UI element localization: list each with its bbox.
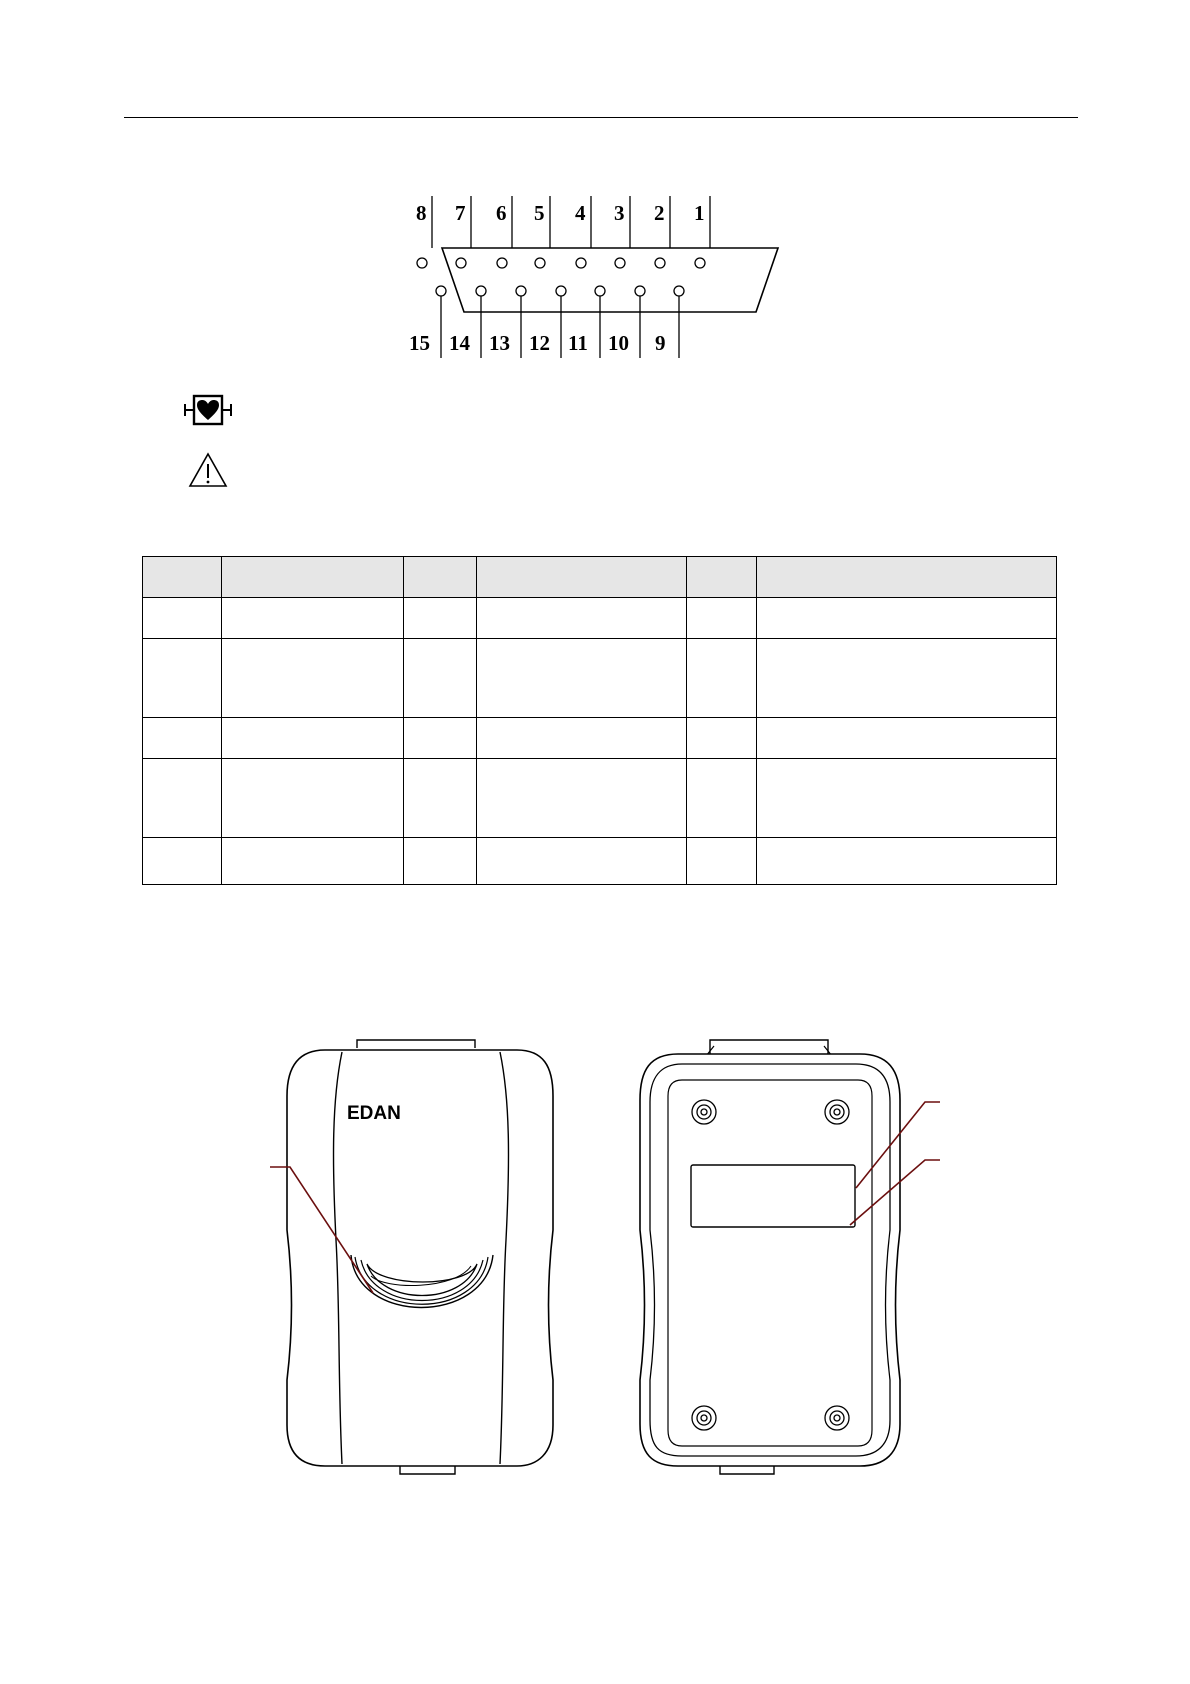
pin-hole: [535, 258, 545, 268]
table-row: [143, 598, 1057, 639]
pin-hole: [674, 286, 684, 296]
table-header-cell: [404, 557, 477, 598]
pin-number-label: 1: [694, 201, 705, 225]
table-cell: [687, 639, 757, 718]
table-header-cell: [143, 557, 222, 598]
table-cell: [404, 639, 477, 718]
table-cell: [222, 759, 404, 838]
table-cell: [477, 598, 687, 639]
table-cell: [477, 718, 687, 759]
table-cell: [757, 838, 1057, 885]
table-cell: [143, 639, 222, 718]
pin-hole: [615, 258, 625, 268]
table-cell: [757, 718, 1057, 759]
table-cell: [404, 838, 477, 885]
table-cell: [757, 759, 1057, 838]
table-cell: [222, 838, 404, 885]
table-header-cell: [687, 557, 757, 598]
front-view-callout-line: [270, 1165, 380, 1305]
pin-hole: [695, 258, 705, 268]
table-row: [143, 759, 1057, 838]
pin-number-label: 11: [568, 331, 588, 355]
pin-hole: [635, 286, 645, 296]
pin-number-label: 3: [614, 201, 625, 225]
table-cell: [143, 759, 222, 838]
pin-number-label: 13: [489, 331, 510, 355]
device-brand-logo: EDAN: [347, 1103, 401, 1124]
pin-number-label: 6: [496, 201, 507, 225]
table-cell: [757, 598, 1057, 639]
table-cell: [222, 598, 404, 639]
table-row: [143, 639, 1057, 718]
table-header-cell: [477, 557, 687, 598]
table-cell: [404, 718, 477, 759]
pin-hole: [595, 286, 605, 296]
table-cell: [143, 838, 222, 885]
table-cell: [143, 718, 222, 759]
pin-hole: [576, 258, 586, 268]
table-row: [143, 718, 1057, 759]
table-cell: [222, 639, 404, 718]
table-cell: [687, 718, 757, 759]
pin-hole: [417, 258, 427, 268]
back-view-callout-lines: [850, 1100, 945, 1230]
pin-hole: [456, 258, 466, 268]
header-rule: [124, 117, 1078, 118]
pin-number-label: 4: [575, 201, 586, 225]
table-header-cell: [222, 557, 404, 598]
pin-definition-table: [142, 556, 1057, 885]
defibrillation-proof-cf-applied-part-icon: [183, 393, 239, 427]
pin-hole: [497, 258, 507, 268]
connector-shell: [442, 248, 778, 312]
table-cell: [477, 759, 687, 838]
pin-number-label: 15: [409, 331, 430, 355]
table-cell: [404, 759, 477, 838]
table-cell: [222, 718, 404, 759]
table-cell: [687, 759, 757, 838]
pin-hole: [655, 258, 665, 268]
table-header-cell: [757, 557, 1057, 598]
table-cell: [143, 598, 222, 639]
table-cell: [404, 598, 477, 639]
pin-number-label: 7: [455, 201, 466, 225]
table-header-row: [143, 557, 1057, 598]
table-cell: [757, 639, 1057, 718]
pin-number-label: 9: [655, 331, 666, 355]
pin-hole: [436, 286, 446, 296]
warning-triangle-icon: [188, 452, 228, 488]
pin-hole: [476, 286, 486, 296]
table-row: [143, 838, 1057, 885]
table-cell: [687, 838, 757, 885]
pin-number-label: 2: [654, 201, 665, 225]
pin-number-label: 10: [608, 331, 629, 355]
table-cell: [477, 838, 687, 885]
pin-hole: [556, 286, 566, 296]
table-cell: [687, 598, 757, 639]
pin-number-label: 12: [529, 331, 550, 355]
pin-hole: [516, 286, 526, 296]
pin-number-label: 8: [416, 201, 427, 225]
pin-number-label: 5: [534, 201, 545, 225]
connector-pinout-diagram: [409, 200, 778, 360]
table-cell: [477, 639, 687, 718]
pin-number-label: 14: [449, 331, 470, 355]
